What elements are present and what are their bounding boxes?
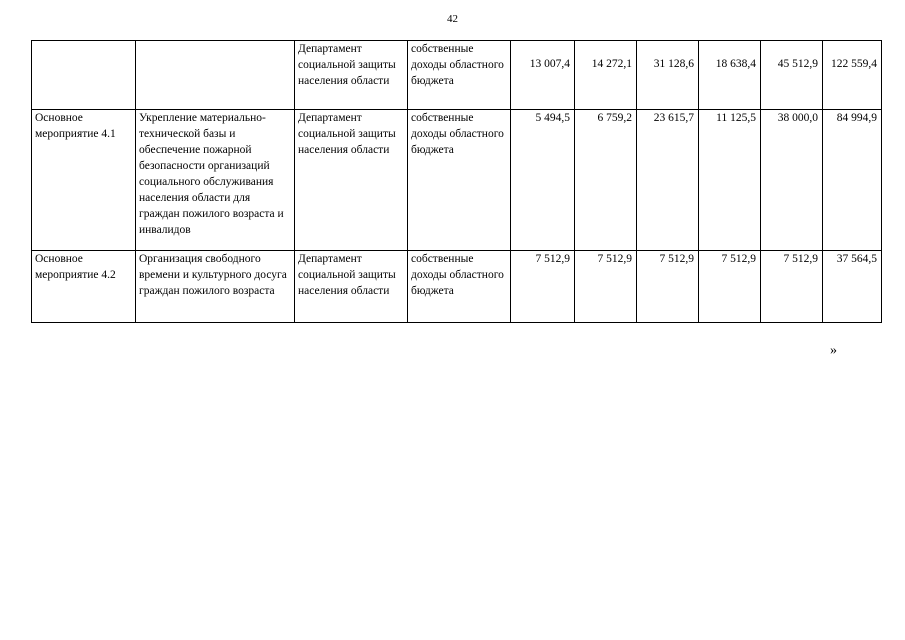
value-cell: 5 494,5 — [511, 110, 575, 251]
value-cell: 7 512,9 — [511, 251, 575, 323]
value-cell: 37 564,5 — [823, 251, 882, 323]
value-cell: 84 994,9 — [823, 110, 882, 251]
event-cell — [32, 41, 136, 110]
source-cell: собственные доходы областного бюджета — [408, 41, 511, 110]
value-cell: 18 638,4 — [699, 41, 761, 110]
value-cell: 7 512,9 — [699, 251, 761, 323]
value-cell: 7 512,9 — [761, 251, 823, 323]
value-cell: 6 759,2 — [575, 110, 637, 251]
name-cell: Укрепление материально-технической базы и обеспечение пожарной безопасности организаций социального обслуживания населения области для граждан пожилого возраста и инвалидов — [136, 110, 295, 251]
value-cell: 31 128,6 — [637, 41, 699, 110]
source-cell: собственные доходы областного бюджета — [408, 110, 511, 251]
program-table — [31, 40, 882, 323]
value-cell: 11 125,5 — [699, 110, 761, 251]
value-cell: 13 007,4 — [511, 41, 575, 110]
value-cell: 7 512,9 — [637, 251, 699, 323]
value-cell: 45 512,9 — [761, 41, 823, 110]
page-number: 42 — [447, 13, 458, 25]
value-cell: 38 000,0 — [761, 110, 823, 251]
table-row — [32, 251, 882, 323]
value-cell: 14 272,1 — [575, 41, 637, 110]
executor-cell: Департамент социальной защиты населения области — [295, 41, 408, 110]
event-cell: Основное мероприятие 4.2 — [32, 251, 136, 323]
value-cell: 7 512,9 — [575, 251, 637, 323]
name-cell: Организация свободного времени и культурного досуга граждан пожилого возраста — [136, 251, 295, 323]
event-cell: Основное мероприятие 4.1 — [32, 110, 136, 251]
value-cell: 23 615,7 — [637, 110, 699, 251]
executor-cell: Департамент социальной защиты населения области — [295, 110, 408, 251]
table-row — [32, 41, 882, 110]
value-cell: 122 559,4 — [823, 41, 882, 110]
closing-quote: » — [830, 343, 837, 358]
table-row — [32, 110, 882, 251]
name-cell — [136, 41, 295, 110]
executor-cell: Департамент социальной защиты населения области — [295, 251, 408, 323]
source-cell: собственные доходы областного бюджета — [408, 251, 511, 323]
